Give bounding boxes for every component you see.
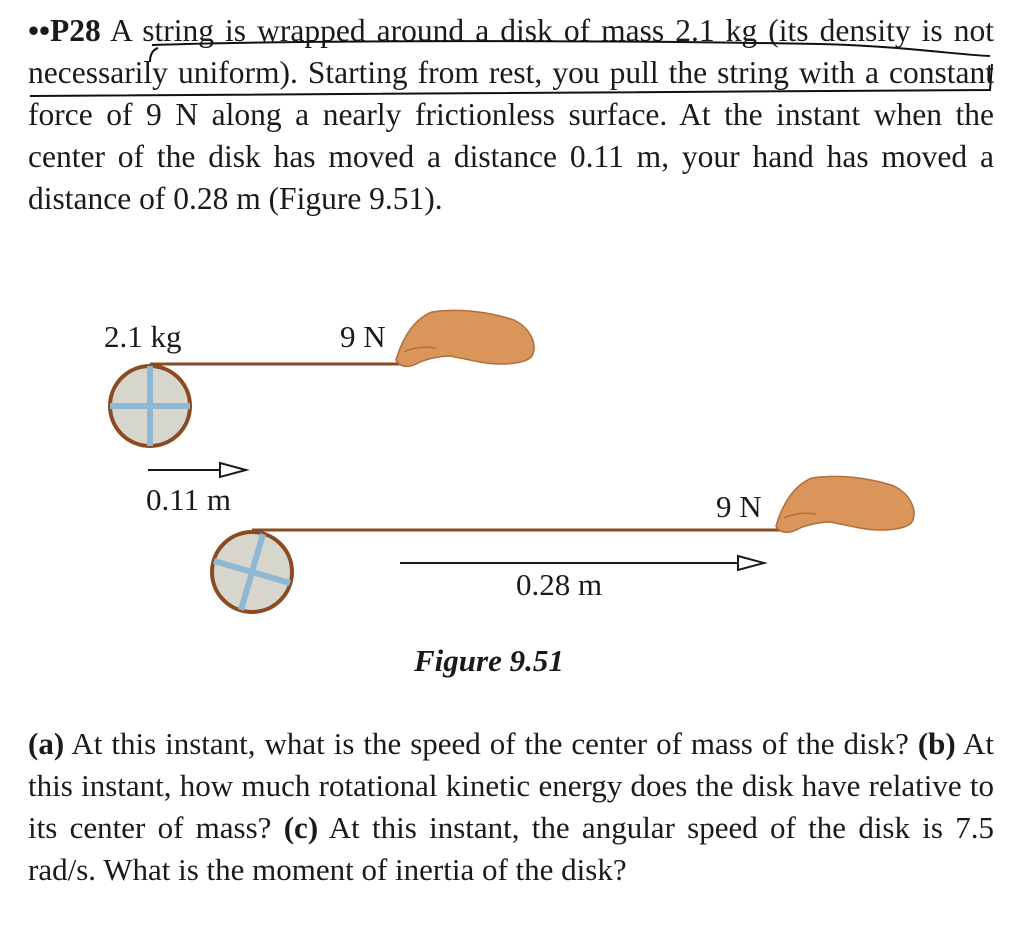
- pen-underline-1: [152, 41, 990, 56]
- force-label-top: 9 N: [340, 319, 386, 354]
- disk-initial: [110, 366, 190, 446]
- problem-intro-text: A string is wrapped around a disk of mass 2.1 kg (its density is not necessarily uniform). Starting from rest, you pull the string with a constant force of 9 N along a nearly frictionless surface. At the instant when the center of the disk has moved a distance 0.11 m, your hand has moved a distance of 0.28 m (Figure 9.51).: [28, 13, 994, 216]
- pen-mark-bracket: [150, 48, 158, 62]
- disk-displacement-label: 0.11 m: [146, 482, 231, 517]
- disk-final: [212, 532, 292, 612]
- mass-label: 2.1 kg: [104, 319, 182, 354]
- questions-block: [28, 723, 994, 891]
- force-label-bottom: 9 N: [716, 489, 762, 524]
- question-a-text: At this instant, what is the speed of the center of mass of the disk?: [64, 726, 918, 761]
- question-b-text: At this instant, how much rotational kinetic energy does the disk have relative to its center of mass?: [28, 726, 994, 845]
- question-c-label: (c): [283, 810, 319, 845]
- disk-displacement-arrow: [148, 463, 246, 477]
- question-c-text: At this instant, the angular speed of the disk is 7.5 rad/s. What is the moment of inertia of the disk?: [28, 810, 994, 887]
- question-a-label: (a): [28, 726, 65, 761]
- problem-number: ••P28: [28, 13, 101, 48]
- pen-underline-2: [30, 64, 992, 96]
- hand-displacement-label: 0.28 m: [516, 567, 603, 602]
- figure-caption: Figure 9.51: [414, 643, 564, 678]
- hand-final: [776, 476, 914, 532]
- hand-initial: [396, 310, 534, 366]
- question-b-label: (b): [917, 726, 956, 761]
